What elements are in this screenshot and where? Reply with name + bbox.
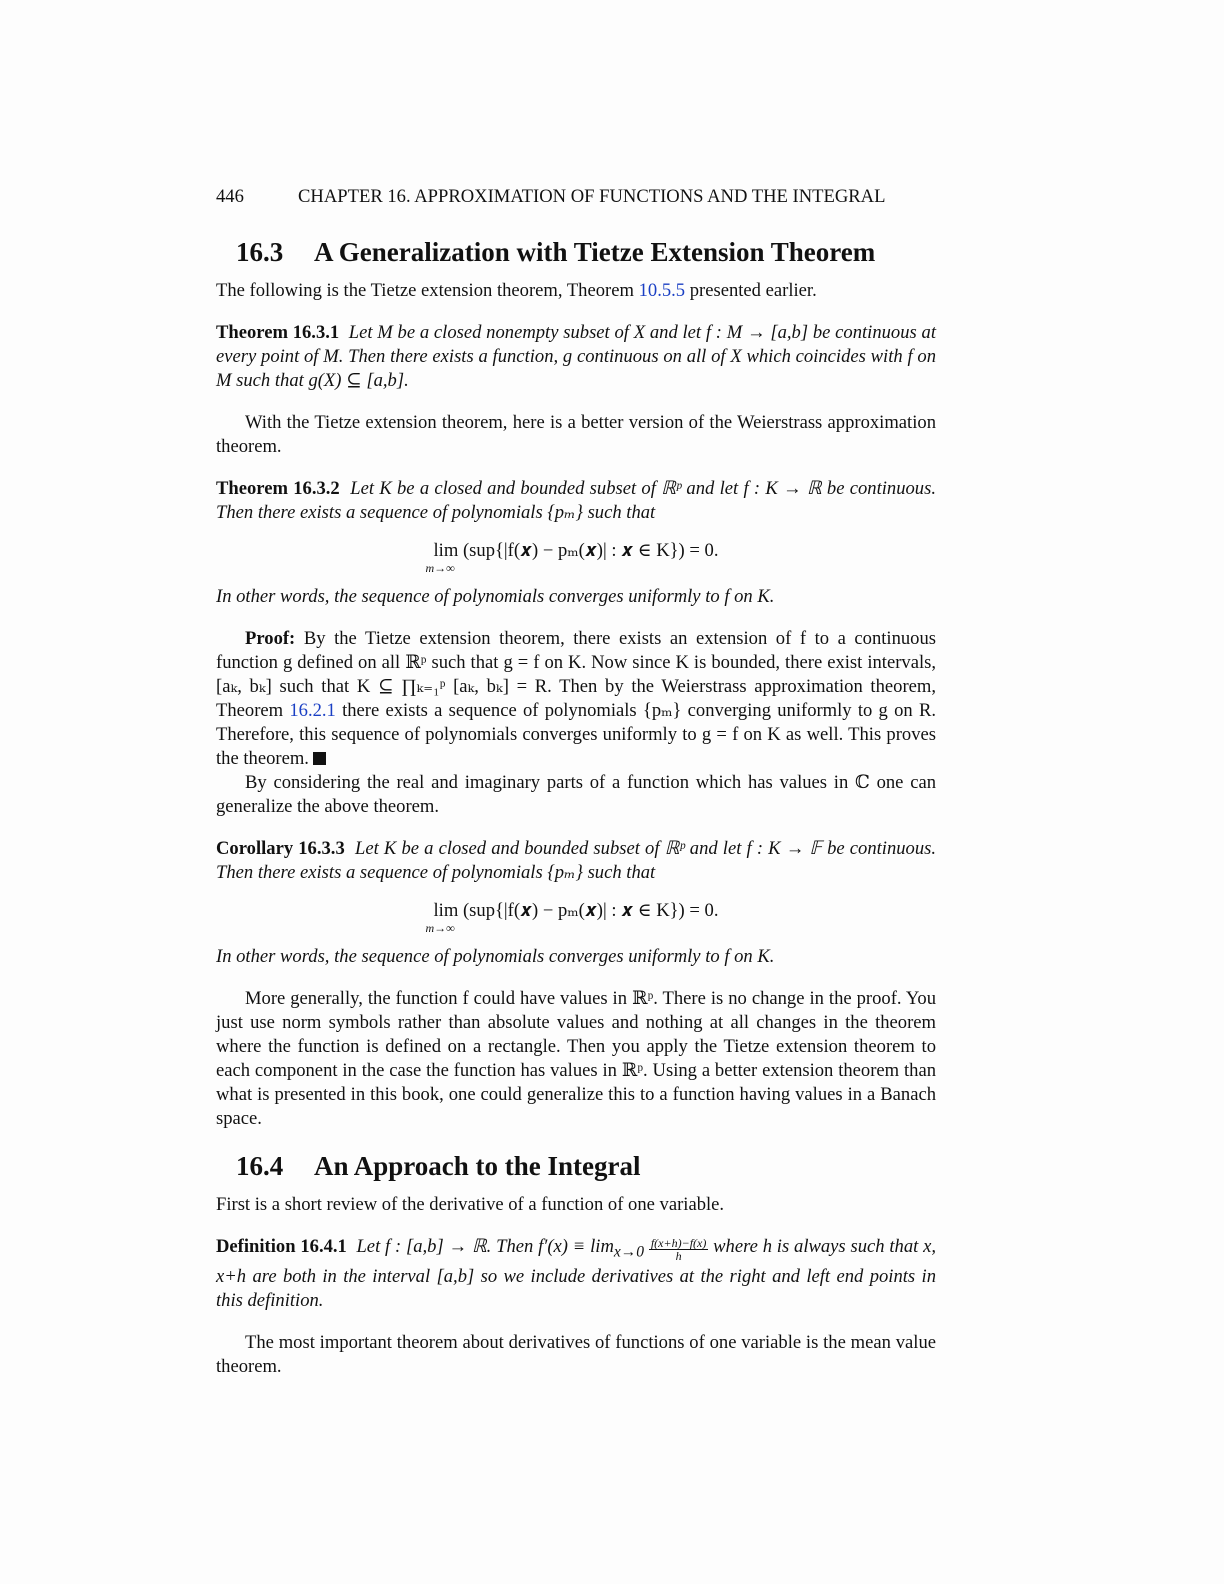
lim-subscript: m→∞ (425, 921, 455, 935)
theorem-remark (216, 585, 936, 609)
theorem-16-3-2 (216, 477, 936, 525)
theorem-text: Let M be a closed nonempty subset of X and let f : M → [a,b] be continuous at every point of M. Then there exists a function, g continuous on all of X which coincides with f on M such that g(X) ⊆ [a,b]. (216, 322, 936, 391)
paragraph-mvt: The most important theorem about derivatives of functions of one variable is the mean value theorem. (216, 1331, 936, 1377)
display-equation (216, 899, 936, 933)
section-heading-16-3 (236, 235, 936, 269)
section-intro: First is a short review of the derivative of a function of one variable. (216, 1194, 725, 1215)
definition-text-after: where h is always such that x, x+h are both in the interval [a,b] so we include derivatives at the right and left end points in this definition. (216, 1236, 936, 1311)
page (216, 185, 936, 1379)
corollary-remark (216, 945, 936, 969)
theorem-label: Theorem 16.3.1 (216, 322, 340, 343)
intro-text-after: presented earlier. (685, 280, 817, 301)
running-title: CHAPTER 16. APPROXIMATION OF FUNCTIONS AND THE INTEGRAL (298, 186, 886, 207)
fraction-denominator: h (675, 1249, 682, 1263)
intro-text: The following is the Tietze extension theorem, Theorem (216, 280, 639, 301)
equation-body: (sup{|f(𝒙) − pₘ(𝒙)| : 𝒙 ∈ K}) = 0. (462, 900, 719, 921)
lim-operator: lim (433, 900, 459, 921)
remark-text: In other words, the sequence of polynomials converges uniformly to f on K. (216, 946, 775, 967)
remark-text: In other words, the sequence of polynomials converges uniformly to f on K. (216, 586, 775, 607)
corollary-16-3-3 (216, 837, 936, 885)
proof (216, 627, 936, 771)
lim-subscript: m→∞ (425, 561, 455, 575)
theorem-label: Theorem 16.3.2 (216, 478, 340, 499)
section-number: 16.3 (236, 237, 284, 267)
theorem-link-16-2-1[interactable]: 16.2.1 (289, 700, 336, 721)
theorem-text: Let K be a closed and bounded subset of ℝᵖ and let f : K → ℝ be continuous. Then there exists a sequence of polynomials {pₘ} such that (216, 478, 936, 523)
proof-text-after: there exists a sequence of polynomials {pₘ} converging uniformly to g on R. Therefore, this sequence of polynomials converges uniformly to g = f on K as well. This proves the theorem. (216, 700, 936, 769)
theorem-link-10-5-5[interactable]: 10.5.5 (638, 280, 686, 301)
difference-quotient (649, 1237, 709, 1262)
page-number: 446 (216, 186, 244, 207)
equation-body: (sup{|f(𝒙) − pₘ(𝒙)| : 𝒙 ∈ K}) = 0. (462, 540, 719, 561)
proof-label: Proof: (245, 628, 296, 649)
definition-text: Let f : [a,b] → ℝ. Then f′(x) ≡ lim (356, 1236, 614, 1257)
lim-subscript: x→0 (613, 1243, 645, 1261)
proof-text: By the Tietze extension theorem, there exists an extension of f to a continuous function g defined on all ℝᵖ such that g = f on K. Now since K is bounded, there exist intervals, [aₖ, bₖ] such that K ⊆ ∏ₖ₌₁ᵖ [aₖ, bₖ] = R. Then by the Weierstrass approximation theorem, Theorem (216, 628, 936, 721)
paragraph-weierstrass: With the Tietze extension theorem, here is a better version of the Weierstrass approximation theorem. (216, 412, 936, 457)
running-header (216, 185, 936, 209)
section-heading-16-4 (236, 1149, 936, 1183)
theorem-16-3-1 (216, 321, 936, 393)
section-title: A Generalization with Tietze Extension Theorem (314, 237, 876, 267)
corollary-text: Let K be a closed and bounded subset of ℝᵖ and let f : K → 𝔽 be continuous. Then there exists a sequence of polynomials {pₘ} such that (216, 838, 937, 883)
definition-label: Definition 16.4.1 (216, 1236, 347, 1257)
qed-square-icon (313, 752, 326, 765)
corollary-label: Corollary 16.3.3 (216, 838, 345, 859)
section-title: An Approach to the Integral (314, 1151, 641, 1181)
section-intro (216, 279, 936, 303)
definition-16-4-1 (216, 1235, 936, 1313)
display-equation (216, 539, 936, 573)
paragraph-complex: By considering the real and imaginary parts of a function which has values in ℂ one can generalize the above theorem. (216, 772, 936, 817)
lim-operator: lim (433, 540, 459, 561)
fraction-numerator: f(x+h)−f(x) (650, 1236, 707, 1250)
paragraph-general: More generally, the function f could have values in ℝᵖ. There is no change in the proof. You just use norm symbols rather than absolute values and nothing at all changes in the theorem where the function is defined on a rectangle. Then you apply the Tietze extension theorem to each component in the case the function has values in ℝᵖ. Using a better extension theorem than what is presented in this book, one could generalize this to a function having values in a Banach space. (216, 988, 936, 1129)
section-number: 16.4 (236, 1151, 284, 1181)
